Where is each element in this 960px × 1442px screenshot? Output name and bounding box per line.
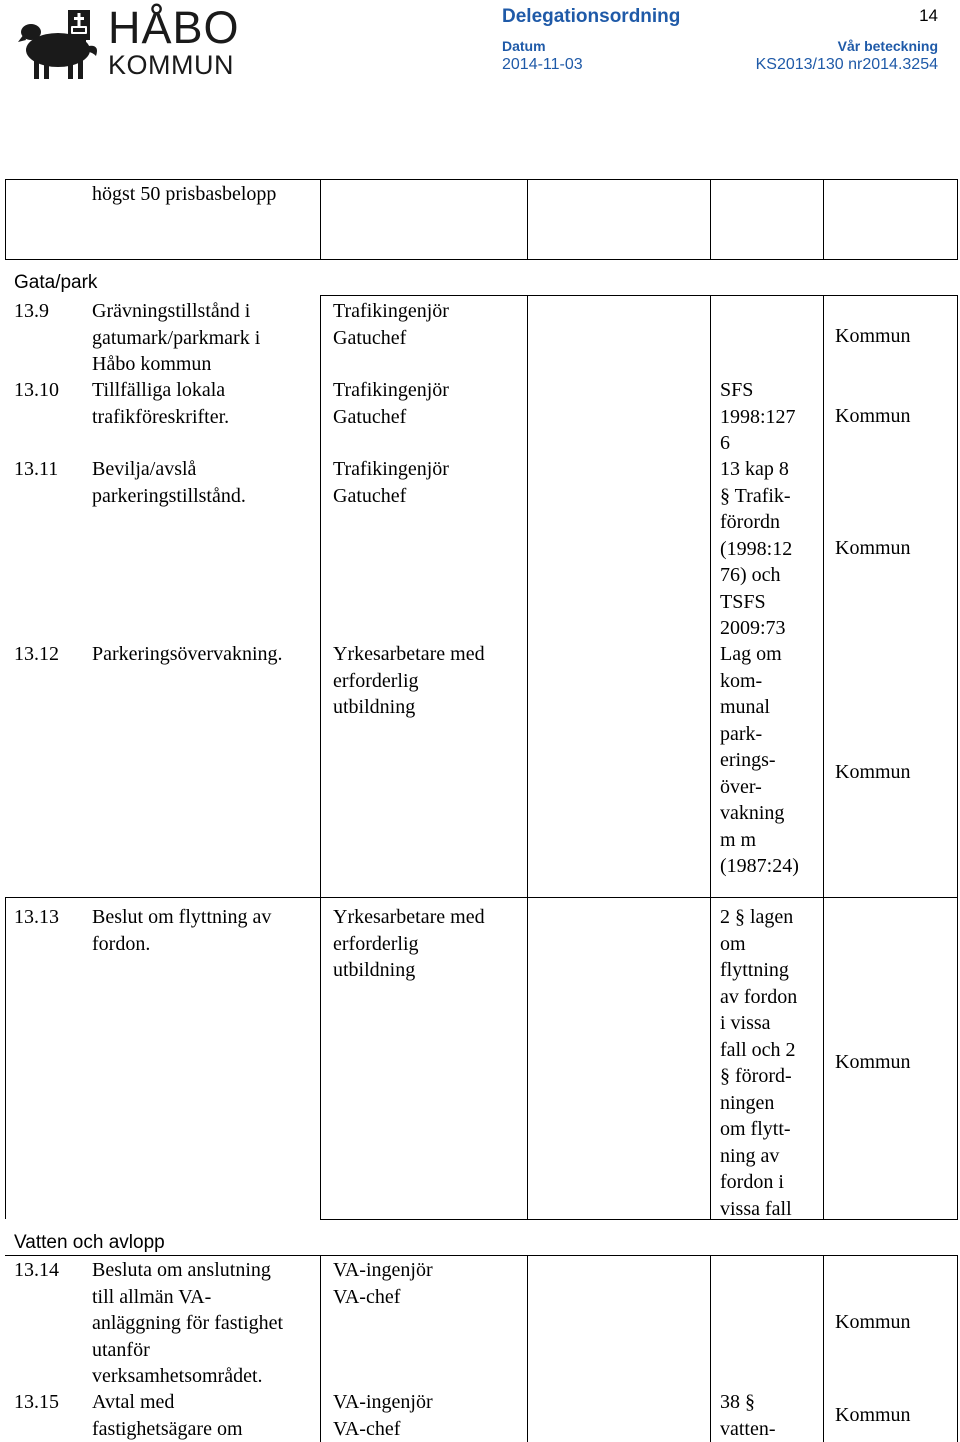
col-divider xyxy=(5,179,6,259)
row-divider xyxy=(5,1255,958,1256)
row-law-reference: 38 § vatten- xyxy=(720,1391,776,1440)
row-level: Kommun xyxy=(835,1404,911,1426)
col-divider xyxy=(957,897,958,1219)
section-heading-gata-park: Gata/park xyxy=(14,272,98,293)
row-number: 13.13 xyxy=(14,906,59,928)
row-delegate: Trafikingenjör Gatuchef xyxy=(333,300,449,349)
col-divider xyxy=(957,295,958,897)
row-description: Tillfälliga lokala trafikföreskrifter. xyxy=(92,379,230,428)
col-divider xyxy=(527,295,528,897)
col-divider xyxy=(710,1255,711,1442)
page-number: 14 xyxy=(919,6,938,25)
row-number: 13.10 xyxy=(14,379,59,401)
row-divider xyxy=(320,1219,958,1220)
col-divider xyxy=(527,179,528,259)
col-divider xyxy=(527,897,528,1219)
row-level: Kommun xyxy=(835,1311,911,1333)
row-number: 13.15 xyxy=(14,1391,59,1413)
col-divider xyxy=(823,1255,824,1442)
col-divider xyxy=(320,1255,321,1442)
row-level: Kommun xyxy=(835,1051,911,1073)
row-level: Kommun xyxy=(835,405,911,427)
row-description: Avtal med fastighetsägare om xyxy=(92,1391,243,1440)
col-divider xyxy=(527,1255,528,1442)
row-delegate: VA-ingenjör VA-chef xyxy=(333,1259,433,1308)
row-divider xyxy=(5,897,958,898)
col-divider xyxy=(710,897,711,1219)
col-divider xyxy=(823,179,824,259)
row-number: 13.12 xyxy=(14,643,59,665)
row-divider xyxy=(5,259,958,260)
row-description: Beslut om flyttning av fordon. xyxy=(92,906,272,955)
row-level: Kommun xyxy=(835,761,911,783)
col-divider xyxy=(823,295,824,897)
row-delegate: Trafikingenjör Gatuchef xyxy=(333,379,449,428)
col-divider xyxy=(320,179,321,259)
section-heading-vatten-avlopp: Vatten och avlopp xyxy=(14,1232,165,1253)
row-description: Parkeringsövervakning. xyxy=(92,643,283,665)
row-law-reference: 2 § lagen om flyttning av fordon i vissa fall och 2 § förord- ningen om flytt- ning av fordon i vissa fall xyxy=(720,906,798,1220)
col-divider xyxy=(320,295,321,897)
row-delegate: Yrkesarbetare med erforderlig utbildning xyxy=(333,643,485,718)
row-description: Besluta om anslutning till allmän VA- anläggning för fastighet utanför verksamhetsområdet. xyxy=(92,1259,284,1387)
row-level: Kommun xyxy=(835,537,911,559)
table-border-top xyxy=(5,179,958,180)
date-value: 2014-11-03 xyxy=(502,56,583,73)
row-delegate: Trafikingenjör Gatuchef xyxy=(333,458,449,507)
col-divider xyxy=(957,179,958,259)
row-description: Bevilja/avslå parkeringstillstånd. xyxy=(92,458,246,507)
col-divider xyxy=(957,1255,958,1442)
document-title: Delegationsordning xyxy=(502,6,681,27)
page-header xyxy=(0,0,960,90)
reference-label: Vår beteckning xyxy=(837,38,938,54)
logo-subtitle: KOMMUN xyxy=(108,50,234,80)
row-number: 13.14 xyxy=(14,1259,59,1281)
logo-wordmark: HÅBO xyxy=(108,2,240,53)
row-level: Kommun xyxy=(835,325,911,347)
row-delegate: Yrkesarbetare med erforderlig utbildning xyxy=(333,906,485,981)
date-label: Datum xyxy=(502,38,546,54)
row-law-reference: 13 kap 8 § Trafik- förordn (1998:12 76) och TSFS 2009:73 xyxy=(720,458,793,639)
col-divider xyxy=(5,897,6,1219)
col-divider xyxy=(710,295,711,897)
reference-value: KS2013/130 nr2014.3254 xyxy=(755,56,938,73)
row-law-reference: Lag om kom- munal park- erings- över- vakning m m (1987:24) xyxy=(720,643,799,877)
row-delegate: VA-ingenjör VA-chef xyxy=(333,1391,433,1440)
row-divider xyxy=(320,295,958,296)
col-divider xyxy=(320,897,321,1219)
carry-over-text: högst 50 prisbasbelopp xyxy=(92,183,277,205)
row-law-reference: SFS 1998:127 6 xyxy=(720,379,796,454)
row-number: 13.9 xyxy=(14,300,49,322)
col-divider xyxy=(710,179,711,259)
row-number: 13.11 xyxy=(14,458,59,480)
row-description: Grävningstillstånd i gatumark/parkmark i Håbo kommun xyxy=(92,300,261,375)
col-divider xyxy=(823,897,824,1219)
